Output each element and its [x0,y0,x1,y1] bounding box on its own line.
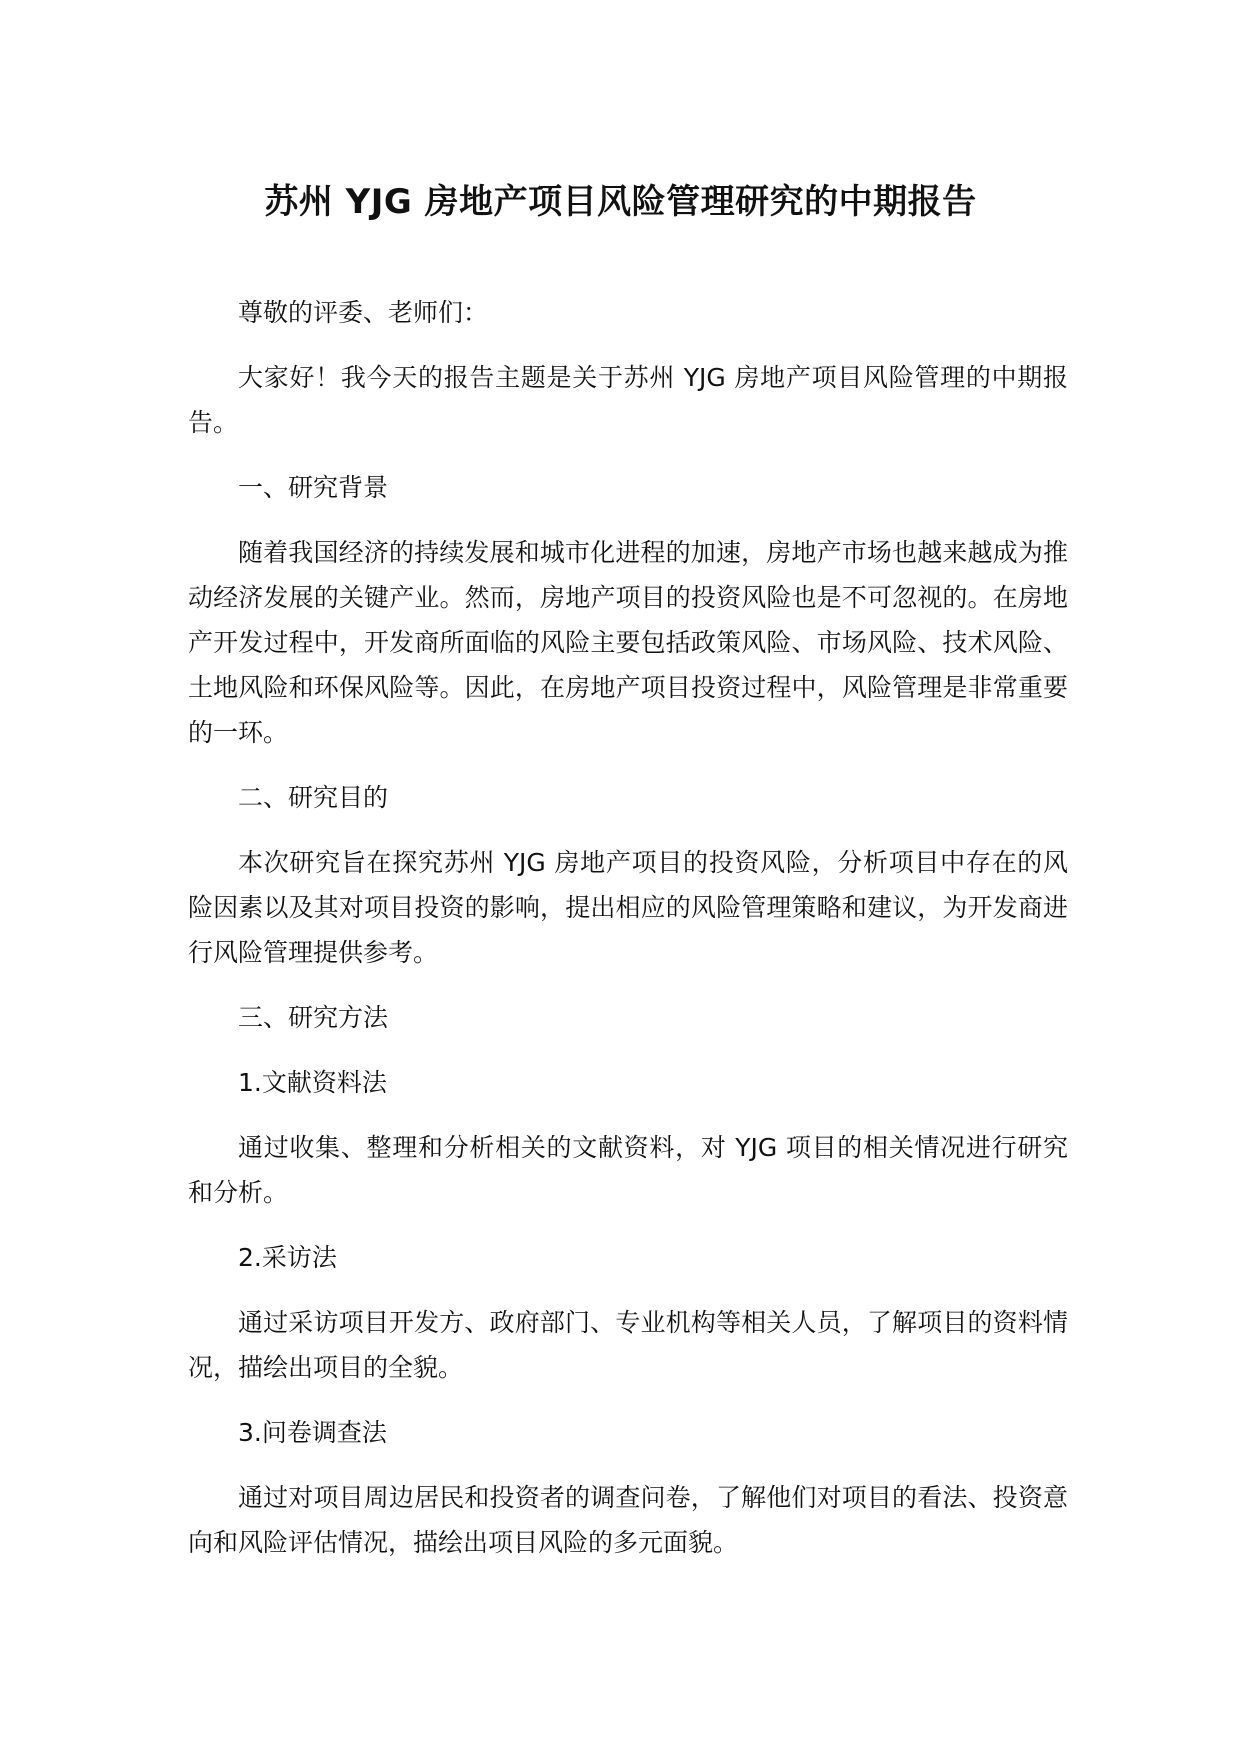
background-paragraph: 随着我国经济的持续发展和城市化进程的加速，房地产市场也越来越成为推动经济发展的关键产业。然而，房地产项目的投资风险也是不可忽视的。在房地产开发过程中，开发商所面临的风险主要包括政策风险、市场风险、技术风险、土地风险和环保风险等。因此，在房地产项目投资过程中，风险管理是非常重要的一环。 [188,538,1068,747]
section-heading-methods: 三、研究方法 [238,1003,389,1032]
intro-paragraph: 大家好！我今天的报告主题是关于苏州 YJG 房地产项目风险管理的中期报告。 [188,363,1068,437]
document-title: 苏州 YJG 房地产项目风险管理研究的中期报告 [264,182,977,222]
method-heading-interview: 2.采访法 [238,1243,337,1272]
method-heading-literature: 1.文献资料法 [238,1068,387,1097]
document-body [188,290,1068,1585]
method-literature-paragraph: 通过收集、整理和分析相关的文献资料，对 YJG 项目的相关情况进行研究和分析。 [188,1133,1068,1207]
method-heading-survey: 3.问卷调查法 [238,1418,387,1447]
purpose-paragraph: 本次研究旨在探究苏州 YJG 房地产项目的投资风险，分析项目中存在的风险因素以及其对项目投资的影响，提出相应的风险管理策略和建议，为开发商进行风险管理提供参考。 [188,848,1068,967]
salutation: 尊敬的评委、老师们： [238,298,489,327]
section-heading-background: 一、研究背景 [238,473,389,502]
section-heading-purpose: 二、研究目的 [238,783,389,812]
method-survey-paragraph: 通过对项目周边居民和投资者的调查问卷，了解他们对项目的看法、投资意向和风险评估情况，描绘出项目风险的多元面貌。 [188,1483,1068,1557]
method-interview-paragraph: 通过采访项目开发方、政府部门、专业机构等相关人员，了解项目的资料情况，描绘出项目的全貌。 [188,1308,1068,1382]
